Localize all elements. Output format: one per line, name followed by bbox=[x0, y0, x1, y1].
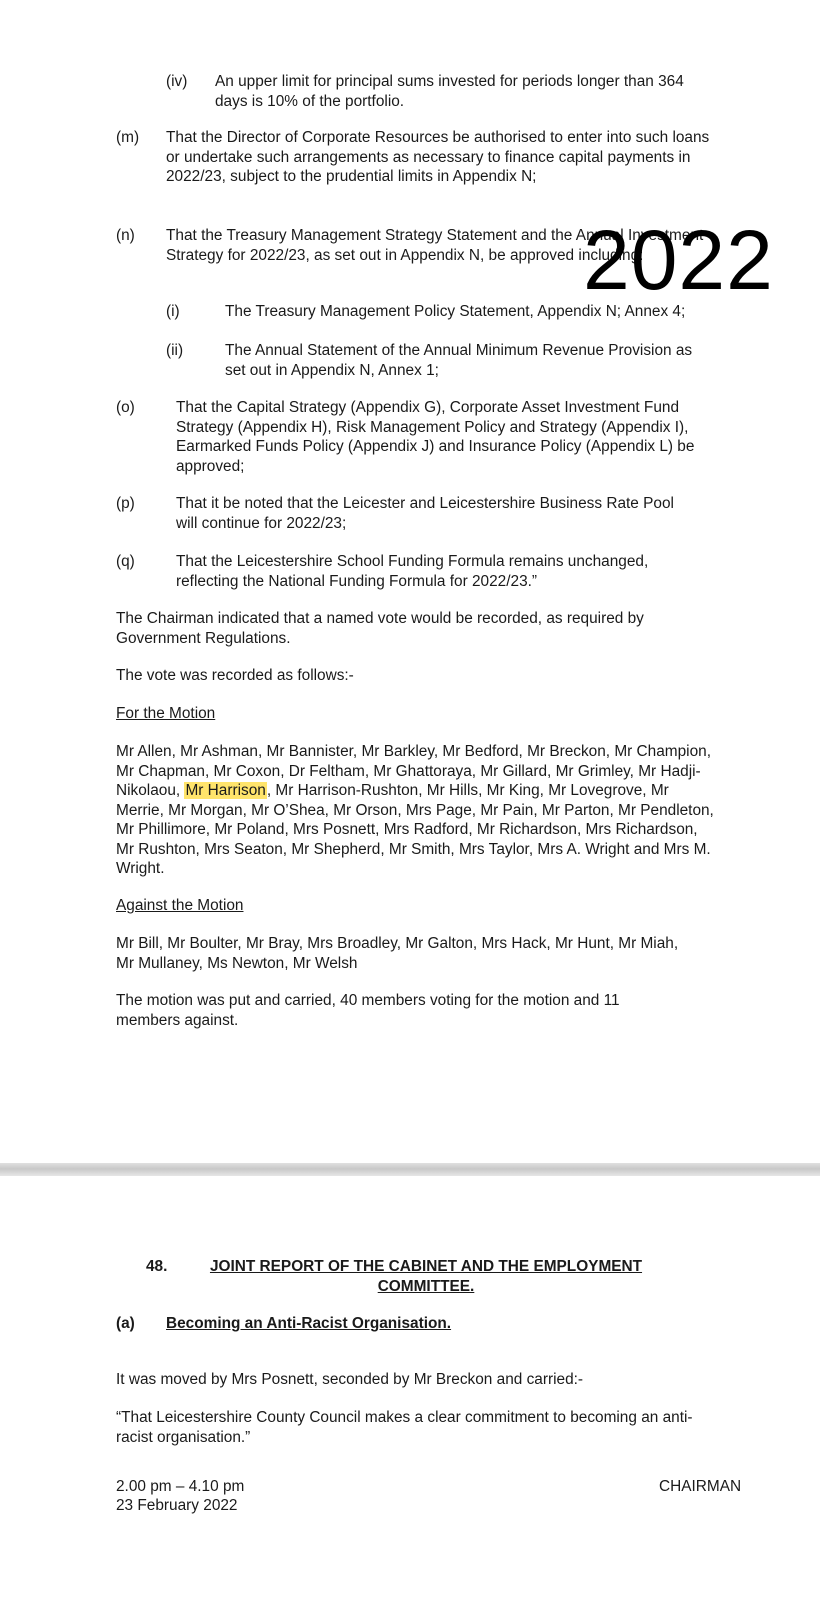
item-o-text: That the Capital Strategy (Appendix G), Corporate Asset Investment Fund Strategy (Appendix H), Risk Management Policy and Strategy (Appendix I), Earmarked Funds Policy (Appendix J) and Insurance Policy (Appendix L) be approved; bbox=[176, 399, 695, 475]
item-q-label: (q) bbox=[116, 553, 135, 570]
vote-result: The motion was put and carried, 40 members voting for the motion and 11 members against. bbox=[116, 992, 620, 1029]
sub-i-text: The Treasury Management Policy Statement, Appendix N; Annex 4; bbox=[225, 303, 686, 320]
against-motion-list: Mr Bill, Mr Boulter, Mr Bray, Mrs Broadley, Mr Galton, Mrs Hack, Mr Hunt, Mr Miah, Mr Mullaney, Ms Newton, Mr Welsh bbox=[116, 935, 679, 972]
meeting-date: 23 February 2022 bbox=[116, 1497, 238, 1514]
item-iv-text: An upper limit for principal sums invested for periods longer than 364 days is 10% of the portfolio. bbox=[215, 73, 684, 110]
section-heading: JOINT REPORT OF THE CABINET AND THE EMPLOYMENT COMMITTEE. bbox=[209, 1258, 643, 1295]
item-p-label: (p) bbox=[116, 495, 135, 512]
item-iv-label: (iv) bbox=[166, 73, 188, 90]
against-motion-heading: Against the Motion bbox=[116, 897, 244, 914]
year-stamp: 2022 bbox=[583, 213, 774, 307]
sub-item-heading: Becoming an Anti-Racist Organisation. bbox=[166, 1315, 452, 1332]
document-page-2 bbox=[0, 1176, 820, 1600]
item-o-label: (o) bbox=[116, 399, 135, 416]
meeting-time: 2.00 pm – 4.10 pm bbox=[116, 1478, 245, 1495]
sub-i-label: (i) bbox=[166, 303, 180, 320]
vote-intro: The vote was recorded as follows:- bbox=[116, 667, 354, 684]
item-m-text: That the Director of Corporate Resources be authorised to enter into such loans or undertake such arrangements as necessary to finance capital payments in 2022/23, subject to the prudential limits in Appendix N; bbox=[166, 129, 710, 185]
item-p-text: That it be noted that the Leicester and Leicestershire Business Rate Pool will continue for 2022/23; bbox=[176, 495, 674, 532]
item-q-text: That the Leicestershire School Funding Formula remains unchanged, reflecting the National Funding Formula for 2022/23.” bbox=[176, 553, 649, 590]
sub-item-label: (a) bbox=[116, 1315, 135, 1332]
page-separator bbox=[0, 1163, 820, 1176]
sub-ii-text: The Annual Statement of the Annual Minimum Revenue Provision as set out in Appendix N, Annex 1; bbox=[225, 342, 693, 379]
chairman-signature-label: CHAIRMAN bbox=[659, 1478, 742, 1495]
item-m-label: (m) bbox=[116, 129, 140, 146]
for-motion-names-part1: Mr Allen, Mr Ashman, Mr Bannister, Mr Barkley, Mr Bedford, Mr Breckon, Mr Champion, Mr Chapman, Mr Coxon, Dr Feltham, Mr Ghattoraya, Mr Gillard, Mr Grimley, Mr Hadji-Nikolaou, bbox=[116, 743, 711, 799]
motion-moved: It was moved by Mrs Posnett, seconded by Mr Breckon and carried:- bbox=[116, 1371, 584, 1388]
item-n-text: That the Treasury Management Strategy Statement and the Annual Investment Strategy for 2022/23, as set out in Appendix N, be approved including: bbox=[166, 227, 704, 264]
for-motion-list bbox=[116, 742, 716, 879]
resolution-text: “That Leicestershire County Council makes a clear commitment to becoming an anti-racist organisation.” bbox=[116, 1409, 693, 1446]
for-motion-heading: For the Motion bbox=[116, 705, 216, 722]
item-n-label: (n) bbox=[116, 227, 135, 244]
item-number: 48. bbox=[146, 1258, 168, 1275]
highlighted-name: Mr Harrison bbox=[185, 782, 266, 799]
chairman-note: The Chairman indicated that a named vote would be recorded, as required by Government Regulations. bbox=[116, 610, 644, 647]
sub-ii-label: (ii) bbox=[166, 342, 184, 359]
for-motion-names-part2: , Mr Harrison-Rushton, Mr Hills, Mr King, Mr Lovegrove, Mr Merrie, Mr Morgan, Mr O’Shea, Mr Orson, Mrs Page, Mr Pain, Mr Parton, Mr Pendleton, Mr Phillimore, Mr Poland, Mrs Posnett, Mrs Radford, Mr Richardson, Mrs Richardson, Mr Rushton, Mrs Seaton, Mr Shepherd, Mr Smith, Mrs Taylor, Mrs A. Wright and Mrs M. Wright. bbox=[116, 782, 714, 877]
